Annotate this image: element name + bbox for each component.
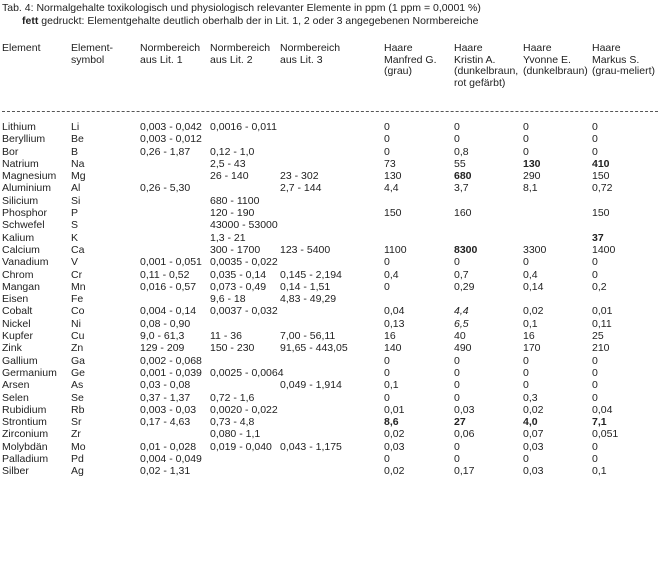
cell-normbereich-lit1: 0,001 - 0,039 xyxy=(140,366,202,379)
table-row xyxy=(0,379,662,391)
cell-value-markus: 0,1 xyxy=(592,465,607,478)
cell-value-markus: 0 xyxy=(592,268,598,281)
cell-normbereich-lit1: 0,37 - 1,37 xyxy=(140,391,191,404)
cell-normbereich-lit2: 1,3 - 21 xyxy=(210,231,246,244)
cell-normbereich-lit2: 0,72 - 1,6 xyxy=(210,391,255,404)
cell-element-symbol: Se xyxy=(71,391,84,404)
cell-value-manfred: 130 xyxy=(384,170,402,183)
cell-value-manfred: 0 xyxy=(384,121,390,133)
cell-value-manfred: 0 xyxy=(384,366,390,379)
cell-value-yvonne: 290 xyxy=(523,170,541,183)
cell-element-symbol: V xyxy=(71,256,79,269)
cell-element-name: Nickel xyxy=(2,317,31,330)
header-haare-yvonne: Haare Yvonne E. (dunkelbraun) xyxy=(523,42,588,77)
cell-value-yvonne: 0 xyxy=(523,379,529,392)
legend-bold-word: fett xyxy=(22,15,39,27)
cell-element-symbol: As xyxy=(71,379,84,392)
cell-value-yvonne: 8,1 xyxy=(523,182,538,195)
cell-normbereich-lit3: 7,00 - 56,11 xyxy=(280,330,336,343)
header-element: Element xyxy=(2,42,41,54)
cell-normbereich-lit3: 23 - 302 xyxy=(280,170,319,183)
cell-value-yvonne: 0,3 xyxy=(523,391,538,404)
cell-element-name: Beryllium xyxy=(2,133,46,146)
cell-value-yvonne: 0,03 xyxy=(523,440,544,453)
cell-element-name: Natrium xyxy=(2,157,39,170)
cell-element-symbol: Cr xyxy=(71,268,83,281)
table-row xyxy=(0,428,662,440)
cell-value-kristin: 0,29 xyxy=(454,280,475,293)
table-row xyxy=(0,392,662,404)
cell-element-symbol: Sr xyxy=(71,416,82,429)
cell-value-markus: 0,051 xyxy=(592,428,619,441)
cell-element-symbol: P xyxy=(71,207,79,220)
cell-element-symbol: Ca xyxy=(71,243,85,256)
cell-value-manfred: 0 xyxy=(384,354,390,367)
header-normbereich-lit3: Normbereich aus Lit. 3 xyxy=(280,42,341,66)
cell-element-name: Magnesium xyxy=(2,170,57,183)
cell-value-kristin: 3,7 xyxy=(454,182,469,195)
cell-value-kristin: 490 xyxy=(454,342,472,355)
cell-normbereich-lit1: 0,003 - 0,042 xyxy=(140,121,202,133)
cell-value-yvonne: 0 xyxy=(523,256,529,269)
cell-element-name: Lithium xyxy=(2,121,36,133)
cell-element-name: Vanadium xyxy=(2,256,49,269)
table-row xyxy=(0,404,662,416)
cell-normbereich-lit1: 0,08 - 0,90 xyxy=(140,317,191,330)
cell-value-kristin: 0,06 xyxy=(454,428,475,441)
cell-normbereich-lit1: 0,004 - 0,14 xyxy=(140,305,197,318)
table-row xyxy=(0,269,662,281)
cell-value-markus: 150 xyxy=(592,207,610,220)
cell-value-markus: 25 xyxy=(592,330,604,343)
cell-value-markus: 0 xyxy=(592,133,598,146)
cell-element-symbol: Zr xyxy=(71,428,81,441)
cell-value-markus: 0 xyxy=(592,379,598,392)
cell-value-manfred: 0 xyxy=(384,133,390,146)
cell-element-symbol: Ag xyxy=(71,465,84,478)
cell-normbereich-lit2: 0,73 - 4,8 xyxy=(210,416,255,429)
cell-element-symbol: Fe xyxy=(71,293,84,306)
cell-value-yvonne: 0,03 xyxy=(523,465,544,478)
cell-element-name: Strontium xyxy=(2,416,47,429)
cell-value-kristin: 6,5 xyxy=(454,317,469,330)
cell-element-symbol: Ge xyxy=(71,366,86,379)
cell-value-manfred: 0,01 xyxy=(384,403,405,416)
cell-value-yvonne: 0,4 xyxy=(523,268,538,281)
cell-value-markus: 0 xyxy=(592,391,598,404)
header-divider xyxy=(2,111,658,112)
table-row xyxy=(0,318,662,330)
cell-value-yvonne: 4,0 xyxy=(523,416,538,429)
cell-element-name: Aluminium xyxy=(2,182,52,195)
cell-element-symbol: Zn xyxy=(71,342,84,355)
cell-element-symbol: Co xyxy=(71,305,85,318)
cell-value-kristin: 8300 xyxy=(454,243,478,256)
cell-value-manfred: 73 xyxy=(384,157,396,170)
cell-value-yvonne: 0 xyxy=(523,145,529,158)
header-haare-kristin: Haare Kristin A. (dunkelbraun, rot gefärbt) xyxy=(454,42,519,89)
cell-value-markus: 0 xyxy=(592,256,598,269)
cell-value-markus: 1400 xyxy=(592,243,616,256)
table-row xyxy=(0,133,662,145)
cell-normbereich-lit2: 0,0035 - 0,022 xyxy=(210,256,278,269)
cell-normbereich-lit2: 0,073 - 0,49 xyxy=(210,280,267,293)
table-row xyxy=(0,121,662,133)
cell-value-yvonne: 0,02 xyxy=(523,305,544,318)
cell-normbereich-lit2: 0,0016 - 0,011 xyxy=(210,121,277,133)
table-row xyxy=(0,305,662,317)
cell-value-manfred: 0,02 xyxy=(384,428,405,441)
header-normbereich-lit2: Normbereich aus Lit. 2 xyxy=(210,42,271,66)
cell-value-yvonne: 0 xyxy=(523,453,529,466)
cell-value-kristin: 0 xyxy=(454,440,460,453)
cell-normbereich-lit3: 0,049 - 1,914 xyxy=(280,379,342,392)
cell-normbereich-lit1: 0,003 - 0,03 xyxy=(140,403,197,416)
cell-element-symbol: Pd xyxy=(71,453,84,466)
cell-value-yvonne: 0,07 xyxy=(523,428,544,441)
cell-value-markus: 0 xyxy=(592,121,598,133)
cell-value-yvonne: 16 xyxy=(523,330,535,343)
header-normbereich-lit1: Normbereich aus Lit. 1 xyxy=(140,42,201,66)
cell-normbereich-lit1: 0,03 - 0,08 xyxy=(140,379,191,392)
cell-value-kristin: 27 xyxy=(454,416,466,429)
cell-value-yvonne: 0 xyxy=(523,133,529,146)
cell-value-kristin: 55 xyxy=(454,157,466,170)
cell-value-kristin: 0 xyxy=(454,121,460,133)
cell-element-name: Palladium xyxy=(2,453,49,466)
cell-value-markus: 7,1 xyxy=(592,416,607,429)
cell-normbereich-lit2: 0,080 - 1,1 xyxy=(210,428,261,441)
cell-element-symbol: Mo xyxy=(71,440,86,453)
cell-value-kristin: 0 xyxy=(454,133,460,146)
cell-normbereich-lit2: 300 - 1700 xyxy=(210,243,261,256)
cell-value-manfred: 0 xyxy=(384,453,390,466)
cell-value-markus: 0 xyxy=(592,440,598,453)
cell-element-name: Phosphor xyxy=(2,207,47,220)
cell-normbereich-lit3: 91,65 - 443,05 xyxy=(280,342,348,355)
cell-element-symbol: Al xyxy=(71,182,81,195)
cell-normbereich-lit2: 43000 - 53000 xyxy=(210,219,278,232)
cell-value-yvonne: 0 xyxy=(523,366,529,379)
cell-normbereich-lit2: 9,6 - 18 xyxy=(210,293,246,306)
cell-value-yvonne: 3300 xyxy=(523,243,547,256)
table-row xyxy=(0,281,662,293)
cell-normbereich-lit2: 2,5 - 43 xyxy=(210,157,246,170)
cell-value-yvonne: 0,1 xyxy=(523,317,538,330)
cell-value-kristin: 0,17 xyxy=(454,465,475,478)
table-row xyxy=(0,355,662,367)
cell-element-name: Kalium xyxy=(2,231,35,244)
cell-value-kristin: 160 xyxy=(454,207,472,220)
cell-normbereich-lit1: 0,17 - 4,63 xyxy=(140,416,191,429)
table-row xyxy=(0,195,662,207)
cell-value-manfred: 0,03 xyxy=(384,440,405,453)
table-row xyxy=(0,330,662,342)
cell-value-markus: 0 xyxy=(592,354,598,367)
cell-element-name: Bor xyxy=(2,145,19,158)
cell-value-markus: 0 xyxy=(592,453,598,466)
cell-value-kristin: 4,4 xyxy=(454,305,469,318)
table-row xyxy=(0,219,662,231)
cell-value-manfred: 1100 xyxy=(384,243,407,256)
cell-normbereich-lit2: 0,019 - 0,040 xyxy=(210,440,272,453)
cell-normbereich-lit1: 0,004 - 0,049 xyxy=(140,453,202,466)
cell-value-yvonne: 170 xyxy=(523,342,541,355)
cell-normbereich-lit2: 0,0025 - 0,0064 xyxy=(210,366,284,379)
cell-normbereich-lit1: 0,02 - 1,31 xyxy=(140,465,191,478)
cell-element-name: Chrom xyxy=(2,268,34,281)
cell-element-symbol: S xyxy=(71,219,79,232)
cell-element-symbol: K xyxy=(71,231,79,244)
cell-normbereich-lit2: 0,0020 - 0,022 xyxy=(210,403,278,416)
table-body xyxy=(0,121,662,478)
cell-normbereich-lit3: 123 - 5400 xyxy=(280,243,331,256)
cell-element-name: Gallium xyxy=(2,354,38,367)
header-haare-manfred: Haare Manfred G. (grau) xyxy=(384,42,437,77)
cell-normbereich-lit1: 0,26 - 5,30 xyxy=(140,182,191,195)
cell-normbereich-lit1: 0,016 - 0,57 xyxy=(140,280,197,293)
cell-element-symbol: Ga xyxy=(71,354,86,367)
cell-value-markus: 0,2 xyxy=(592,280,607,293)
cell-value-manfred: 0 xyxy=(384,256,390,269)
cell-value-manfred: 0 xyxy=(384,280,390,293)
cell-value-kristin: 680 xyxy=(454,170,472,183)
cell-value-manfred: 0,02 xyxy=(384,465,405,478)
cell-element-name: Schwefel xyxy=(2,219,45,232)
cell-value-markus: 0,11 xyxy=(592,317,612,330)
cell-normbereich-lit1: 9,0 - 61,3 xyxy=(140,330,185,343)
table-row xyxy=(0,182,662,194)
cell-value-kristin: 0 xyxy=(454,366,460,379)
cell-value-manfred: 0 xyxy=(384,391,390,404)
cell-element-name: Cobalt xyxy=(2,305,33,318)
cell-value-manfred: 0 xyxy=(384,145,390,158)
cell-element-symbol: Mg xyxy=(71,170,86,183)
cell-normbereich-lit2: 0,0037 - 0,032 xyxy=(210,305,278,318)
cell-normbereich-lit1: 0,001 - 0,051 xyxy=(140,256,202,269)
cell-normbereich-lit1: 0,002 - 0,068 xyxy=(140,354,202,367)
cell-value-markus: 0 xyxy=(592,145,598,158)
cell-element-name: Silber xyxy=(2,465,29,478)
table-row xyxy=(0,232,662,244)
cell-value-kristin: 0,03 xyxy=(454,403,475,416)
cell-value-manfred: 150 xyxy=(384,207,402,220)
cell-value-kristin: 0 xyxy=(454,453,460,466)
table-row xyxy=(0,453,662,465)
table-row xyxy=(0,416,662,428)
cell-normbereich-lit1: 0,11 - 0,52 xyxy=(140,268,190,281)
table-legend xyxy=(22,15,478,27)
table-row xyxy=(0,158,662,170)
table-row xyxy=(0,465,662,477)
cell-normbereich-lit1: 129 - 209 xyxy=(140,342,185,355)
cell-value-markus: 150 xyxy=(592,170,610,183)
cell-value-kristin: 0 xyxy=(454,379,460,392)
cell-element-name: Germanium xyxy=(2,366,57,379)
table-row xyxy=(0,244,662,256)
cell-normbereich-lit2: 11 - 36 xyxy=(210,330,242,343)
cell-element-name: Arsen xyxy=(2,379,30,392)
cell-normbereich-lit2: 680 - 1100 xyxy=(210,194,260,207)
table-row xyxy=(0,146,662,158)
table-row xyxy=(0,256,662,268)
table-row xyxy=(0,342,662,354)
cell-value-yvonne: 0 xyxy=(523,354,529,367)
cell-element-name: Calcium xyxy=(2,243,40,256)
cell-element-name: Zink xyxy=(2,342,22,355)
table-row xyxy=(0,367,662,379)
cell-normbereich-lit1: 0,26 - 1,87 xyxy=(140,145,191,158)
cell-element-name: Eisen xyxy=(2,293,29,306)
cell-element-name: Selen xyxy=(2,391,29,404)
cell-element-name: Zirconium xyxy=(2,428,49,441)
table-caption: Tab. 4: Normalgehalte toxikologisch und physiologisch relevanter Elemente in ppm (1 ppm = 0,0001 %) xyxy=(2,2,481,14)
cell-normbereich-lit3: 0,14 - 1,51 xyxy=(280,280,331,293)
cell-value-kristin: 0 xyxy=(454,354,460,367)
header-haare-markus: Haare Markus S. (grau-meliert) xyxy=(592,42,656,77)
cell-normbereich-lit2: 150 - 230 xyxy=(210,342,255,355)
cell-value-manfred: 8,6 xyxy=(384,416,399,429)
cell-element-symbol: Rb xyxy=(71,403,85,416)
cell-value-markus: 0,01 xyxy=(592,305,613,318)
cell-value-kristin: 40 xyxy=(454,330,466,343)
cell-element-name: Silicium xyxy=(2,194,39,207)
cell-value-manfred: 0,1 xyxy=(384,379,399,392)
cell-element-symbol: Li xyxy=(71,121,80,133)
cell-element-symbol: Mn xyxy=(71,280,86,293)
cell-value-markus: 0,72 xyxy=(592,182,613,195)
cell-value-manfred: 0,04 xyxy=(384,305,405,318)
cell-value-manfred: 0,4 xyxy=(384,268,399,281)
cell-value-yvonne: 0,14 xyxy=(523,280,544,293)
cell-normbereich-lit3: 0,145 - 2,194 xyxy=(280,268,342,281)
cell-value-kristin: 0 xyxy=(454,391,460,404)
cell-element-name: Mangan xyxy=(2,280,40,293)
table-row xyxy=(0,170,662,182)
cell-value-kristin: 0 xyxy=(454,256,460,269)
cell-normbereich-lit1: 0,003 - 0,012 xyxy=(140,133,202,146)
table-row xyxy=(0,207,662,219)
cell-normbereich-lit3: 4,83 - 49,29 xyxy=(280,293,337,306)
table-row xyxy=(0,293,662,305)
cell-element-name: Molybdän xyxy=(2,440,48,453)
cell-normbereich-lit2: 26 - 140 xyxy=(210,170,249,183)
cell-normbereich-lit2: 0,12 - 1,0 xyxy=(210,145,255,158)
cell-value-manfred: 0,13 xyxy=(384,317,405,330)
cell-value-yvonne: 0 xyxy=(523,121,529,133)
cell-value-markus: 0 xyxy=(592,366,598,379)
cell-element-symbol: Si xyxy=(71,194,81,207)
cell-normbereich-lit1: 0,01 - 0,028 xyxy=(140,440,197,453)
cell-value-manfred: 4,4 xyxy=(384,182,399,195)
cell-value-markus: 210 xyxy=(592,342,610,355)
cell-element-symbol: Be xyxy=(71,133,84,146)
cell-value-markus: 410 xyxy=(592,157,610,170)
cell-value-markus: 37 xyxy=(592,231,604,244)
cell-element-symbol: B xyxy=(71,145,79,158)
cell-element-name: Rubidium xyxy=(2,403,47,416)
cell-element-symbol: Ni xyxy=(71,317,81,330)
cell-normbereich-lit3: 2,7 - 144 xyxy=(280,182,322,195)
cell-value-manfred: 16 xyxy=(384,330,396,343)
cell-normbereich-lit2: 0,035 - 0,14 xyxy=(210,268,267,281)
cell-normbereich-lit3: 0,043 - 1,175 xyxy=(280,440,342,453)
cell-value-kristin: 0,7 xyxy=(454,268,469,281)
table-row xyxy=(0,441,662,453)
cell-value-yvonne: 130 xyxy=(523,157,541,170)
cell-element-symbol: Cu xyxy=(71,330,85,343)
legend-text: gedruckt: Elementgehalte deutlich oberhalb der in Lit. 1, 2 oder 3 angegebenen Normbereiche xyxy=(38,15,479,27)
cell-value-markus: 0,04 xyxy=(592,403,613,416)
cell-element-symbol: Na xyxy=(71,157,85,170)
header-element-symbol: Element- symbol xyxy=(71,42,114,66)
cell-element-name: Kupfer xyxy=(2,330,33,343)
cell-value-yvonne: 0,02 xyxy=(523,403,544,416)
cell-value-manfred: 140 xyxy=(384,342,402,355)
cell-normbereich-lit2: 120 - 190 xyxy=(210,207,255,220)
cell-value-kristin: 0,8 xyxy=(454,145,469,158)
